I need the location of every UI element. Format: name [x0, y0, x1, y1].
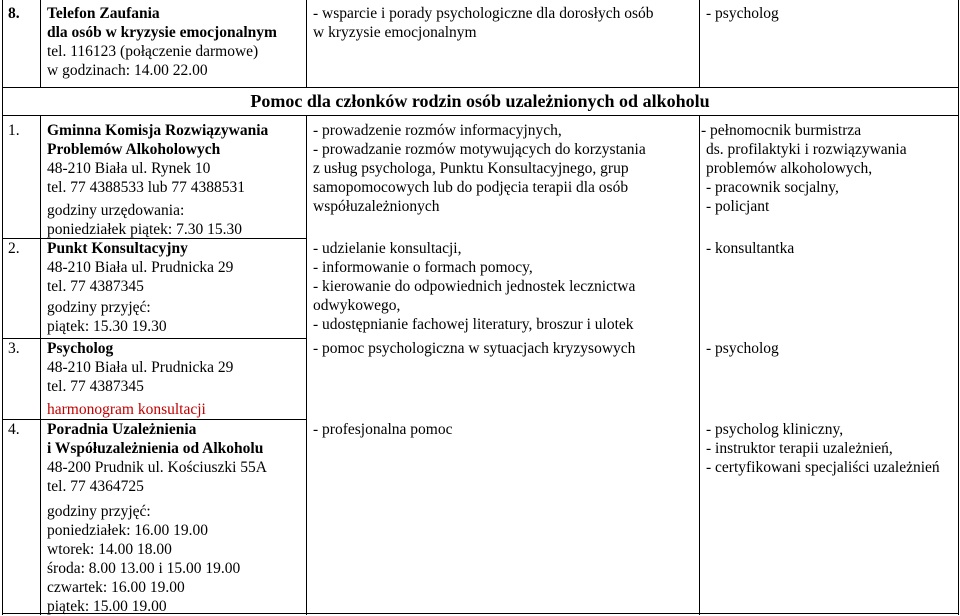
staff-cell: [706, 4, 779, 23]
section-header: Pomoc dla członków rodzin osób uzależnionych od alkoholu: [250, 91, 710, 111]
staff-line: - certyfikowani specjaliści uzależnień: [706, 459, 940, 476]
service-line: współuzależnionych: [313, 198, 440, 215]
service-line: - prowadzenie rozmów informacyjnych,: [313, 122, 562, 139]
phone-number: tel. 116123 (połączenie darmowe): [47, 43, 259, 60]
staff-line: problemów alkoholowych,: [706, 160, 873, 177]
staff-line: - policjant: [706, 198, 770, 215]
institution-title: Gminna Komisja Rozwiązywania: [47, 122, 269, 139]
institution-cell: [47, 339, 233, 419]
institution-cell: [47, 4, 277, 80]
hours-label: godziny przyjęć:: [47, 503, 151, 520]
phone-number: tel. 77 4387345: [47, 378, 144, 395]
service-line: - pomoc psychologiczna w sytuacjach kryzysowych: [313, 340, 636, 357]
opening-hours: piątek: 15.00 19.00: [47, 598, 167, 615]
row-divider: [2, 115, 959, 116]
staff-cell: [706, 420, 940, 477]
service-line: - kierowanie do odpowiednich jednostek lecznictwa: [313, 278, 636, 295]
row-number: 3.: [8, 340, 20, 357]
hours-label: godziny urzędowania:: [47, 202, 185, 219]
service-line: w kryzysie emocjonalnym: [313, 24, 477, 41]
service-line: - udzielanie konsultacji,: [313, 240, 462, 257]
service-line: - informowanie o formach pomocy,: [313, 259, 533, 276]
service-line: - prowadzanie rozmów motywujących do korzystania: [313, 141, 646, 158]
opening-hours: wtorek: 14.00 18.00: [47, 541, 172, 558]
row-divider: [2, 87, 959, 88]
hours-label: godziny przyjęć:: [47, 299, 151, 316]
service-line: - wsparcie i porady psychologiczne dla dorosłych osób: [313, 5, 654, 22]
opening-hours: piątek: 15.30 19.30: [47, 318, 167, 335]
staff-line: - pełnomocnik burmistrza: [701, 122, 862, 139]
opening-hours: czwartek: 16.00 19.00: [47, 579, 185, 596]
institution-title: Poradnia Uzależnienia: [47, 421, 197, 438]
staff-line: - psycholog: [706, 5, 779, 22]
column-divider-institution: [306, 0, 307, 87]
institution-title: dla osób w kryzysie emocjonalnym: [47, 24, 277, 41]
staff-cell: [706, 339, 779, 358]
column-divider-services: [699, 115, 700, 615]
column-divider-institution: [306, 115, 307, 615]
row-number: 8.: [8, 5, 20, 22]
opening-hours: poniedziałek: 16.00 19.00: [47, 522, 208, 539]
staff-line: ds. profilaktyki i rozwiązywania: [706, 141, 907, 158]
institution-cell: [47, 420, 267, 616]
services-cell: [313, 4, 653, 42]
services-cell: [313, 339, 635, 358]
row-number: 1.: [8, 122, 20, 139]
address: 48-210 Biała ul. Prudnicka 29: [47, 359, 234, 376]
service-line: odwykowego,: [313, 297, 401, 314]
services-cell: [313, 420, 452, 439]
service-line: - udostępnianie fachowej literatury, broszur i ulotek: [313, 316, 634, 333]
address: 48-210 Biała ul. Rynek 10: [47, 160, 211, 177]
phone-number: tel. 77 4364725: [47, 478, 144, 495]
staff-line: - konsultantka: [706, 240, 795, 257]
column-divider-number: [40, 115, 41, 615]
column-divider-number: [40, 0, 41, 87]
institution-cell: [47, 239, 233, 336]
opening-hours: poniedziałek piątek: 7.30 15.30: [47, 221, 242, 238]
service-line: - profesjonalna pomoc: [313, 421, 453, 438]
institution-cell: [47, 121, 268, 239]
service-line: z usług psychologa, Punktu Konsultacyjnego, grup: [313, 160, 629, 177]
institution-title: Problemów Alkoholowych: [47, 141, 221, 158]
institution-title: Punkt Konsultacyjny: [47, 240, 188, 257]
address: 48-210 Biała ul. Prudnicka 29: [47, 259, 234, 276]
institution-title: Telefon Zaufania: [47, 5, 160, 22]
address: 48-200 Prudnik ul. Kościuszki 55A: [47, 459, 268, 476]
schedule-link[interactable]: harmonogram konsultacji: [47, 401, 206, 418]
staff-line: - pracownik socjalny,: [706, 179, 839, 196]
staff-line: - psycholog: [706, 340, 779, 357]
staff-cell: [701, 121, 907, 216]
service-line: samopomocowych lub do podjęcia terapii dla osób: [313, 179, 629, 196]
column-divider-services: [699, 0, 700, 87]
institution-title: i Współuzależnienia od Alkoholu: [47, 440, 264, 457]
services-cell: [313, 239, 635, 334]
opening-hours: środa: 8.00 13.00 i 15.00 19.00: [47, 560, 241, 577]
phone-number: tel. 77 4387345: [47, 278, 144, 295]
staff-cell: [706, 239, 794, 258]
services-cell: [313, 121, 646, 216]
row-number: 2.: [8, 240, 20, 257]
row-number: 4.: [8, 421, 20, 438]
staff-line: - psycholog kliniczny,: [706, 421, 844, 438]
institution-title: Psycholog: [47, 340, 114, 357]
phone-number: tel. 77 4388533 lub 77 4388531: [47, 179, 246, 196]
opening-hours: w godzinach: 14.00 22.00: [47, 62, 208, 79]
staff-line: - instruktor terapii uzależnień,: [706, 440, 893, 457]
